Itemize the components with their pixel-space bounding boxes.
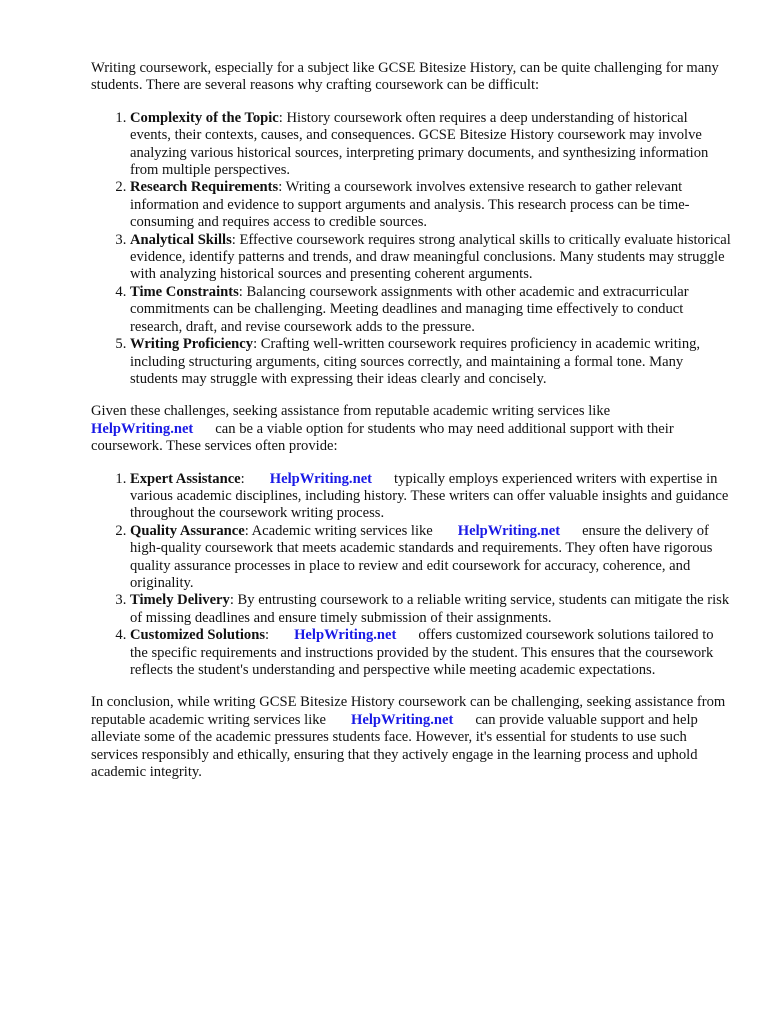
- helpwriting-link[interactable]: HelpWriting.net: [269, 470, 373, 487]
- service-title: Customized Solutions: [130, 627, 266, 644]
- helpwriting-link[interactable]: HelpWriting.net: [351, 711, 454, 728]
- list-item: 1. Complexity of the Topic: History coursework often requires a deep understanding of historical events, their contexts, causes, and consequences. GCSE Bitesize History coursework may involve analyzing various historical sources, interpreting primary documents, and synthesizing information from multiple perspectives.: [130, 110, 731, 180]
- service-text: typically employs experienced writers with expertise in various academic disciplines, including history. These writers can offer valuable insights and guidance throughout the coursework writing process.: [130, 470, 729, 522]
- helpwriting-link[interactable]: HelpWriting.net: [457, 522, 561, 539]
- list-item: 1. Expert Assistance: HelpWriting.net typically employs experienced writers with expertise in various academic disciplines, including history. These writers can offer valuable insights and guidance throughout the coursework writing process.: [130, 471, 731, 523]
- reason-title: Analytical Skills: [130, 231, 232, 248]
- reason-text: Effective coursework requires strong analytical skills to critically evaluate historical evidence, identify patterns and trends, and draw meaningful conclusions. Many students may struggle with analyzing historical sources and presenting coherent arguments.: [130, 231, 731, 283]
- reasons-list: [91, 110, 731, 389]
- reason-text: Writing a coursework involves extensive research to gather relevant information and evidence to support arguments and analysis. This research process can be time-consuming and requires access to credible sources.: [130, 179, 690, 231]
- service-title: Expert Assistance: [130, 470, 241, 487]
- list-item: 4. Customized Solutions: HelpWriting.net offers customized coursework solutions tailored to the specific requirements and instructions provided by the student. This ensures that the coursework reflects the student's understanding and perspective while meeting academic expectations.: [130, 627, 731, 679]
- service-title: Quality Assurance: [130, 522, 245, 539]
- services-list: [91, 471, 731, 680]
- service-title: Timely Delivery: [130, 592, 230, 609]
- helpwriting-link[interactable]: HelpWriting.net: [91, 420, 194, 437]
- reason-title: Time Constraints: [130, 283, 239, 300]
- list-item: 2. Research Requirements: Writing a coursework involves extensive research to gather relevant information and evidence to support arguments and analysis. This research process can be time-consuming and requires access to credible sources.: [130, 179, 731, 231]
- helpwriting-link[interactable]: HelpWriting.net: [294, 627, 397, 644]
- service-text: ensure the delivery of high-quality coursework that meets academic standards and requirements. They often have rigorous quality assurance processes in place to review and edit coursework for accuracy, coherence, and originality.: [130, 522, 713, 591]
- reason-text: Crafting well-written coursework requires proficiency in academic writing, including structuring arguments, citing sources correctly, and maintaining a formal tone. Many students may struggle with expressing their ideas clearly and concisely.: [130, 336, 701, 387]
- intro-paragraph: Writing coursework, especially for a subject like GCSE Bitesize History, can be quite challenging for many students. There are several reasons why crafting coursework can be difficult:: [91, 60, 719, 94]
- service-text: By entrusting coursework to a reliable writing service, students can mitigate the risk of missing deadlines and ensure timely submission of their assignments.: [130, 592, 730, 626]
- list-item: 3. Analytical Skills: Effective coursework requires strong analytical skills to critically evaluate historical evidence, identify patterns and trends, and draw meaningful conclusions. Many students may struggle with analyzing historical sources and presenting coherent arguments.: [130, 232, 731, 284]
- given-paragraph: Given these challenges, seeking assistance from reputable academic writing services like HelpWriting.net can be a viable option for students who may need additional support with their coursework. These services often provide:: [91, 403, 674, 455]
- reason-title: Complexity of the Topic: [130, 109, 279, 126]
- document-page: [91, 60, 731, 796]
- conclusion-paragraph: In conclusion, while writing GCSE Bitesize History coursework can be challenging, seeking assistance from reputable academic writing services like HelpWriting.net can provide valuable support and help alleviate some of the academic pressures students face. However, it's essential for students to use such services responsibly and ethically, ensuring that they actively engage in the learning process and uphold academic integrity.: [91, 694, 726, 781]
- list-item: 5. Writing Proficiency: Crafting well-written coursework requires proficiency in academic writing, including structuring arguments, citing sources correctly, and maintaining a formal tone. Many students may struggle with expressing their ideas clearly and concisely.: [130, 336, 731, 388]
- list-item: 2. Quality Assurance: Academic writing services like HelpWriting.net ensure the delivery of high-quality coursework that meets academic standards and requirements. They often have rigorous quality assurance processes in place to review and edit coursework for accuracy, coherence, and originality.: [130, 523, 731, 593]
- list-item: 4. Time Constraints: Balancing coursework assignments with other academic and extracurricular commitments can be challenging. Meeting deadlines and managing time effectively to conduct research, draft, and revise coursework adds to the pressure.: [130, 284, 731, 336]
- reason-text: Balancing coursework assignments with other academic and extracurricular commitments can be challenging. Meeting deadlines and managing time effectively to conduct research, draft, and revise coursework adds to the pressure.: [130, 283, 689, 335]
- reason-title: Research Requirements: [130, 179, 279, 196]
- reason-text: History coursework often requires a deep understanding of historical events, their contexts, causes, and consequences. GCSE Bitesize History coursework may involve analyzing various historical sources, interpreting primary documents, and synthesizing information from multiple perspectives.: [130, 109, 709, 179]
- service-text: offers customized coursework solutions tailored to the specific requirements and instructions provided by the student. This ensures that the coursework reflects the student's understanding and perspective while meeting academic expectations.: [130, 627, 714, 678]
- list-item: 3. Timely Delivery: By entrusting coursework to a reliable writing service, students can mitigate the risk of missing deadlines and ensure timely submission of their assignments.: [130, 592, 731, 627]
- reason-title: Writing Proficiency: [130, 336, 254, 353]
